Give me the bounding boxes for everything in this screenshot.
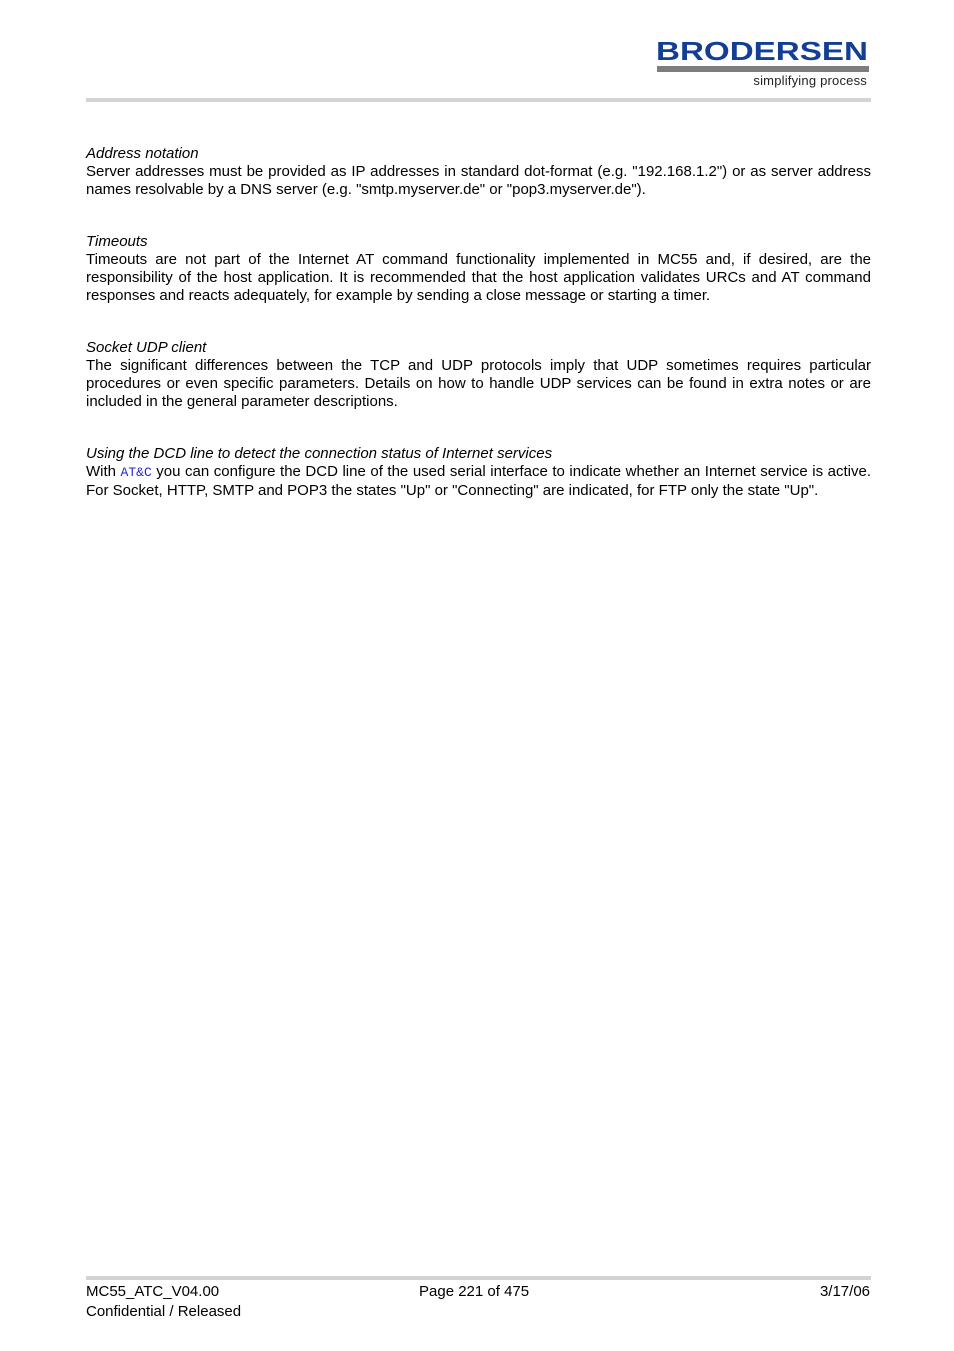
section-heading: Timeouts [86,233,148,250]
section-body: Timeouts are not part of the Internet AT command functionality implemented in MC55 and, if desired, are the responsibility of the host application. It is recommended that the host application validates URCs and AT command responses and reacts adequately, for example by sending a close message or starting a timer. [86,251,871,304]
footer-divider [86,1276,871,1280]
section-dcd-line [86,445,871,500]
footer-status: Confidential / Released [86,1303,242,1320]
body-text-after: you can configure the DCD line of the used serial interface to indicate whether an Internet service is active. For Socket, HTTP, SMTP and POP3 the states "Up" or "Connecting" are indicated, for FTP only the state "Up". [86,463,871,499]
section-socket-udp-client [86,339,871,411]
footer-page-number: Page 221 of 475 [419,1283,530,1300]
section-heading: Using the DCD line to detect the connection status of Internet services [86,445,553,462]
section-body: Server addresses must be provided as IP addresses in standard dot-format (e.g. "192.168.1.2") or as server address names resolvable by a DNS server (e.g. "smtp.myserver.de" or "pop3.myserver.de"). [86,163,871,198]
logo-underline-bar [657,66,869,72]
section-heading: Address notation [86,145,199,162]
at-c-command-link[interactable]: AT&C [120,465,152,480]
footer-doc-id: MC55_ATC_V04.00 [86,1283,220,1300]
header-divider [86,98,871,102]
logo-wordmark [655,38,869,64]
footer-date: 3/17/06 [819,1283,870,1300]
section-heading: Socket UDP client [86,339,207,356]
logo-word-text: BRODERSEN [656,38,868,64]
section-body: The significant differences between the TCP and UDP protocols imply that UDP sometimes requires particular procedures or even specific parameters. Details on how to handle UDP services can be found in extra notes or are included in the general parameter descriptions. [86,357,871,410]
body-text-before: With [86,463,121,480]
brodersen-logo [655,38,869,90]
logo-tagline: simplifying process [753,73,867,88]
section-timeouts [86,233,871,305]
section-body [86,463,871,500]
section-address-notation [86,145,871,199]
